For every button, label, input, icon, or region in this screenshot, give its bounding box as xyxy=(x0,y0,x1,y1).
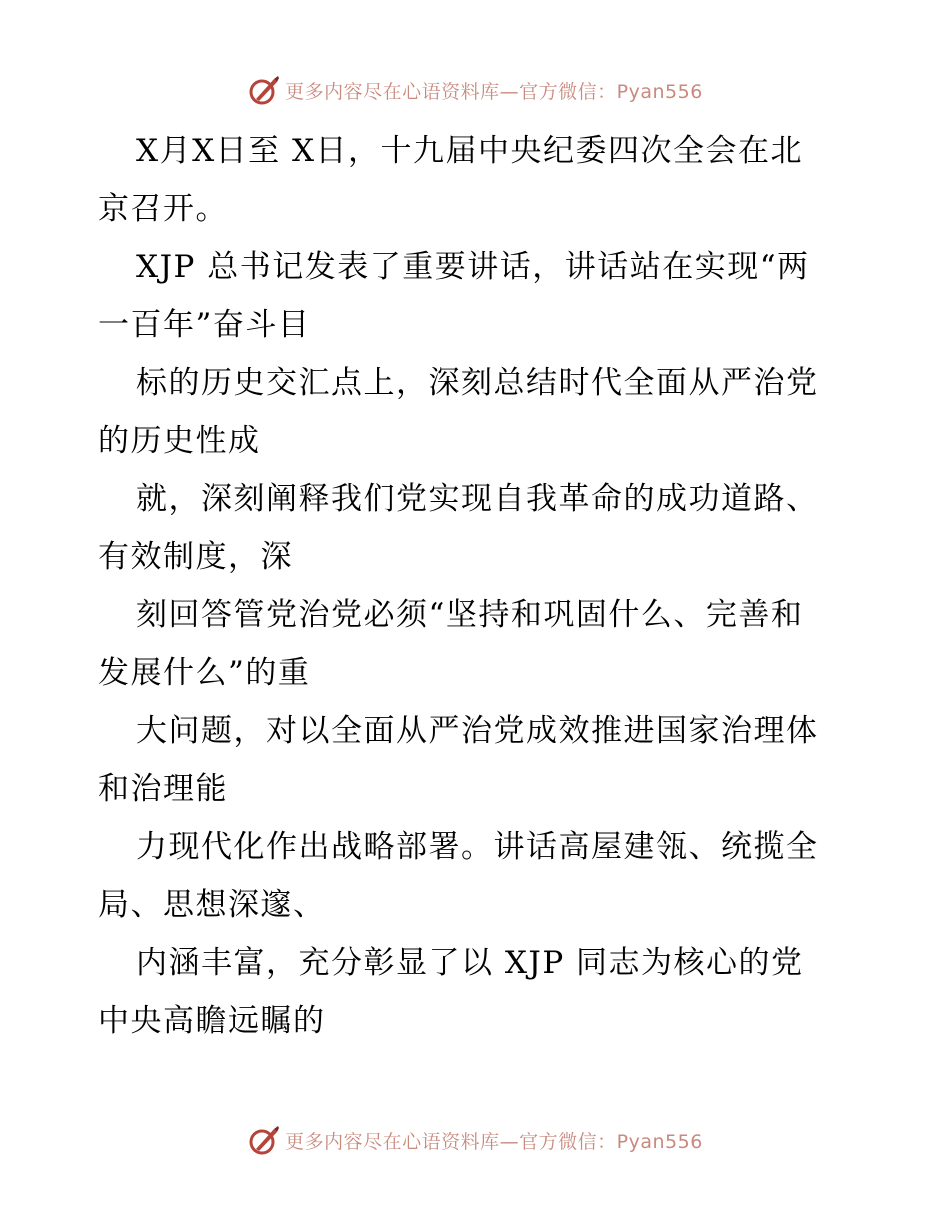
body-text-line: 内涵丰富，充分彰显了以 XJP 同志为核心的党 xyxy=(136,945,804,981)
body-text-line: 力现代化作出战略部署。讲话高屋建瓴、统揽全 xyxy=(136,829,819,865)
body-text-line: 有效制度，深 xyxy=(98,539,293,575)
body-text-line: 一百年”奋斗目 xyxy=(98,307,311,343)
quill-pen-logo-icon xyxy=(247,73,281,107)
body-text-line: 就，深刻阐释我们党实现自我革命的成功道路、 xyxy=(136,481,819,517)
body-text-line: X月X日至 X日，十九届中央纪委四次全会在北 xyxy=(136,133,804,169)
footer-banner-text: 更多内容尽在心语资料库—官方微信：Pyan556 xyxy=(285,1130,703,1153)
body-text-line: 和治理能 xyxy=(98,771,228,807)
header-banner xyxy=(0,70,950,110)
body-text-line: 京召开。 xyxy=(98,191,228,227)
body-text-line: 大问题，对以全面从严治党成效推进国家治理体 xyxy=(136,713,819,749)
body-text-line: 中央高瞻远瞩的 xyxy=(98,1003,326,1039)
body-text-line: 发展什么”的重 xyxy=(98,655,311,691)
body-text-line: 局、思想深邃、 xyxy=(98,887,326,923)
body-text-line: 的历史性成 xyxy=(98,423,261,459)
footer-banner xyxy=(0,1120,950,1160)
body-text-line: XJP 总书记发表了重要讲话，讲话站在实现“两 xyxy=(136,249,810,285)
body-text-line: 刻回答管党治党必须“坚持和巩固什么、完善和 xyxy=(136,597,804,633)
document-body xyxy=(98,122,858,1050)
body-text-line: 标的历史交汇点上，深刻总结时代全面从严治党 xyxy=(136,365,819,401)
quill-pen-logo-icon xyxy=(247,1123,281,1157)
header-banner-text: 更多内容尽在心语资料库—官方微信：Pyan556 xyxy=(285,80,703,103)
